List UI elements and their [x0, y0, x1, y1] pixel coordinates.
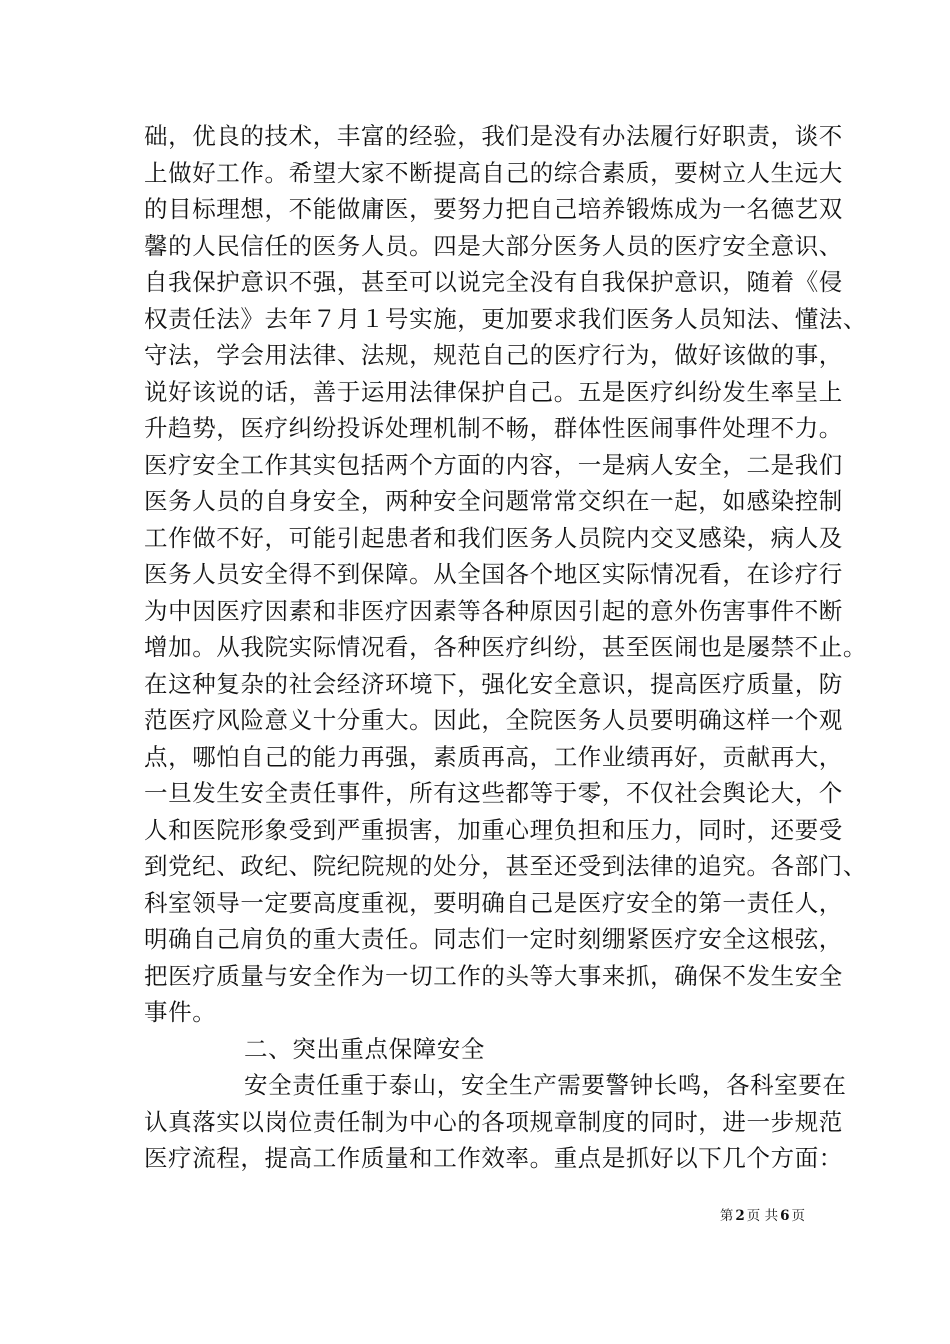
- footer-prefix: 第: [719, 1208, 734, 1224]
- body-line: 医疗安全工作其实包括两个方面的内容，一是病人安全，二是我们: [144, 450, 843, 479]
- footer-suffix: 页: [791, 1208, 805, 1224]
- body-line: 到党纪、政纪、院纪院规的处分，甚至还受到法律的追究。各部门、: [144, 852, 867, 880]
- body-line: 权责任法》去年７月１号实施，更加要求我们医务人员知法、懂法、: [144, 304, 867, 333]
- section-heading: 二、突出重点保障安全: [244, 1034, 485, 1063]
- body-line: 自我保护意识不强，甚至可以说完全没有自我保护意识，随着《侵: [144, 268, 843, 296]
- document-body: [144, 118, 867, 1177]
- body-line: 说好该说的话，善于运用法律保护自己。五是医疗纠纷发生率呈上: [144, 377, 843, 406]
- body-line: 馨的人民信任的医务人员。四是大部分医务人员的医疗安全意识、: [144, 231, 843, 260]
- body-line: 医疗流程，提高工作质量和工作效率。重点是抓好以下几个方面：: [144, 1144, 843, 1172]
- body-line: 医务人员安全得不到保障。从全国各个地区实际情况看，在诊疗行: [144, 560, 843, 588]
- footer-total-pages: 6: [780, 1208, 790, 1224]
- body-line: 增加。从我院实际情况看，各种医疗纠纷，甚至医闹也是屡禁不止。: [144, 633, 867, 661]
- body-line: 守法，学会用法律、法规，规范自己的医疗行为，做好该做的事，: [144, 341, 843, 369]
- footer-middle: 页 共: [746, 1208, 779, 1224]
- page-footer: [720, 1207, 805, 1225]
- body-line: 科室领导一定要高度重视，要明确自己是医疗安全的第一责任人，: [144, 888, 843, 917]
- body-line: 人和医院形象受到严重损害，加重心理负担和压力，同时，还要受: [144, 815, 843, 844]
- body-line: 一旦发生安全责任事件，所有这些都等于零，不仅社会舆论大，个: [144, 779, 843, 807]
- body-line: 安全责任重于泰山，安全生产需要警钟长鸣，各科室要在: [244, 1071, 847, 1099]
- body-line: 在这种复杂的社会经济环境下，强化安全意识，提高医疗质量，防: [144, 669, 843, 698]
- body-line: 础，优良的技术，丰富的经验，我们是没有办法履行好职责，谈不: [144, 122, 843, 150]
- body-line: 点，哪怕自己的能力再强，素质再高，工作业绩再好，贡献再大，: [144, 742, 843, 771]
- body-line: 升趋势，医疗纠纷投诉处理机制不畅，群体性医闹事件处理不力。: [144, 414, 843, 442]
- body-line: 事件。: [144, 998, 217, 1026]
- body-line: 把医疗质量与安全作为一切工作的头等大事来抓，确保不发生安全: [144, 961, 843, 990]
- footer-page-number: 2: [735, 1208, 745, 1224]
- body-line: 认真落实以岗位责任制为中心的各项规章制度的同时，进一步规范: [144, 1107, 843, 1136]
- body-line: 范医疗风险意义十分重大。因此，全院医务人员要明确这样一个观: [144, 706, 843, 734]
- body-line: 的目标理想，不能做庸医，要努力把自己培养锻炼成为一名德艺双: [144, 195, 843, 223]
- body-line: 工作做不好，可能引起患者和我们医务人员院内交叉感染，病人及: [144, 523, 843, 552]
- body-line: 为中因医疗因素和非医疗因素等各种原因引起的意外伤害事件不断: [144, 596, 843, 625]
- body-line: 医务人员的自身安全，两种安全问题常常交织在一起，如感染控制: [144, 487, 843, 515]
- body-line: 上做好工作。希望大家不断提高自己的综合素质，要树立人生远大: [144, 158, 843, 187]
- body-line: 明确自己肩负的重大责任。同志们一定时刻绷紧医疗安全这根弦，: [144, 925, 843, 953]
